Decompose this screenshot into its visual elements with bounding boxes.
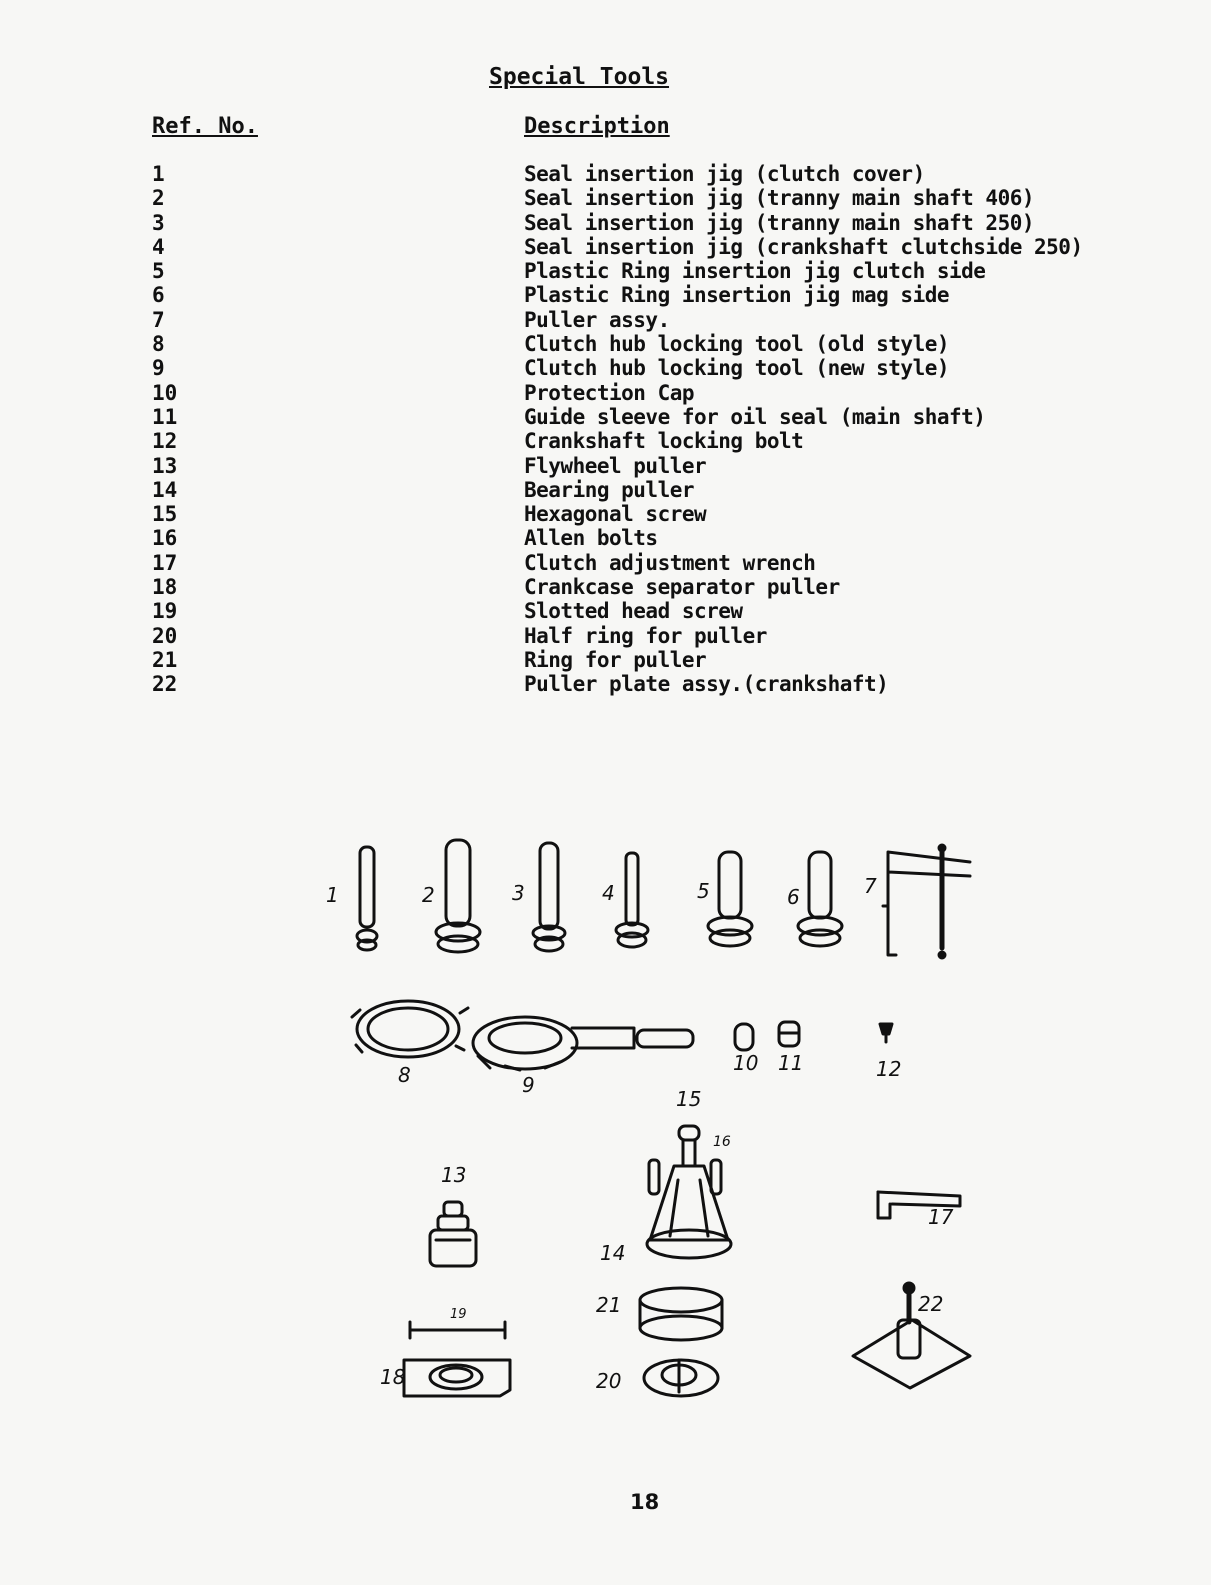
label-5: 5 <box>697 879 710 903</box>
label-20: 20 <box>596 1369 622 1393</box>
tool-10-drawing <box>735 1024 753 1050</box>
tool-description: Clutch hub locking tool (new style) <box>524 356 950 381</box>
tool-description: Ring for puller <box>524 647 707 672</box>
label-8: 8 <box>398 1063 411 1087</box>
tool-11-drawing <box>779 1022 799 1046</box>
ref-no-header: Ref. No. <box>152 114 258 139</box>
label-10: 10 <box>733 1051 759 1075</box>
label-21: 21 <box>596 1293 622 1317</box>
label-18: 18 <box>380 1365 406 1389</box>
tool-5-drawing <box>708 852 752 946</box>
tool-description: Half ring for puller <box>524 623 767 648</box>
tool-description: Seal insertion jig (tranny main shaft 406) <box>524 186 1035 211</box>
tool-description: Crankcase separator puller <box>524 575 840 600</box>
tool-21-drawing <box>640 1288 722 1340</box>
label-19: 19 <box>450 1307 467 1322</box>
label-4: 4 <box>602 881 615 905</box>
tool-ref-number: 10 <box>152 380 178 405</box>
label-1: 1 <box>326 883 339 907</box>
tool-1-drawing <box>357 847 377 950</box>
label-15: 15 <box>676 1087 702 1111</box>
tool-description: Allen bolts <box>524 526 658 551</box>
page-number: 18 <box>630 1490 660 1514</box>
tool-22-drawing <box>853 1283 970 1388</box>
tool-description: Flywheel puller <box>524 453 707 478</box>
tool-6-drawing <box>798 852 842 946</box>
tool-description: Slotted head screw <box>524 599 743 624</box>
tool-description: Protection Cap <box>524 380 695 405</box>
description-header: Description <box>524 114 670 139</box>
tool-ref-number: 3 <box>152 210 165 235</box>
tool-description: Plastic Ring insertion jig clutch side <box>524 259 986 284</box>
label-16: 16 <box>713 1134 731 1150</box>
tool-description: Seal insertion jig (crankshaft clutchside 250) <box>524 234 1083 259</box>
tool-ref-number: 18 <box>152 575 178 600</box>
tool-ref-number: 17 <box>152 550 178 575</box>
tool-description: Bearing puller <box>524 477 695 502</box>
tool-ref-number: 14 <box>152 477 178 502</box>
tool-description: Puller plate assy.(crankshaft) <box>524 672 889 697</box>
tool-ref-number: 5 <box>152 259 165 284</box>
tool-description: Clutch adjustment wrench <box>524 550 816 575</box>
tool-description: Seal insertion jig (clutch cover) <box>524 162 925 186</box>
tool-ref-number: 13 <box>152 453 178 478</box>
tool-ref-number: 12 <box>152 429 178 454</box>
tool-4-drawing <box>616 853 648 947</box>
tool-description: Clutch hub locking tool (old style) <box>524 332 950 357</box>
label-3: 3 <box>512 881 525 905</box>
tool-ref-number: 2 <box>152 186 165 211</box>
label-6: 6 <box>787 885 800 909</box>
label-13: 13 <box>441 1163 467 1187</box>
label-22: 22 <box>918 1292 944 1316</box>
tool-ref-number: 9 <box>152 356 165 381</box>
tool-18-drawing <box>404 1322 510 1396</box>
tool-ref-number: 4 <box>152 234 165 259</box>
tool-ref-number: 6 <box>152 283 165 308</box>
tool-7-drawing <box>883 845 970 958</box>
label-14: 14 <box>600 1241 626 1265</box>
tool-ref-number: 19 <box>152 599 178 624</box>
tool-ref-number: 21 <box>152 647 178 672</box>
tool-ref-number: 22 <box>152 672 178 697</box>
tool-description: Guide sleeve for oil seal (main shaft) <box>524 404 986 429</box>
label-11: 11 <box>778 1051 804 1075</box>
tool-ref-number: 8 <box>152 332 165 357</box>
tool-8-drawing <box>352 1001 468 1057</box>
tool-description: Plastic Ring insertion jig mag side <box>524 283 950 308</box>
tool-12-drawing <box>880 1024 892 1042</box>
tool-9-drawing <box>473 1017 693 1070</box>
label-7: 7 <box>864 874 877 898</box>
tool-ref-number: 15 <box>152 502 178 527</box>
label-17: 17 <box>928 1205 954 1229</box>
tool-ref-number: 11 <box>152 404 178 429</box>
tool-ref-number: 16 <box>152 526 178 551</box>
tool-description: Crankshaft locking bolt <box>524 429 804 454</box>
tool-ref-number: 1 <box>152 162 165 186</box>
label-9: 9 <box>522 1073 535 1097</box>
tool-3-drawing <box>533 843 565 951</box>
tool-2-drawing <box>436 840 480 952</box>
tool-description: Seal insertion jig (tranny main shaft 250) <box>524 210 1035 235</box>
page-title: Special Tools <box>489 64 670 90</box>
tool-13-drawing <box>430 1202 476 1266</box>
label-2: 2 <box>422 883 435 907</box>
tool-description: Hexagonal screw <box>524 502 707 527</box>
label-12: 12 <box>876 1057 902 1081</box>
tool-description: Puller assy. <box>524 307 670 332</box>
tool-ref-number: 7 <box>152 307 165 332</box>
tool-20-drawing <box>644 1360 718 1396</box>
tool-ref-number: 20 <box>152 623 178 648</box>
